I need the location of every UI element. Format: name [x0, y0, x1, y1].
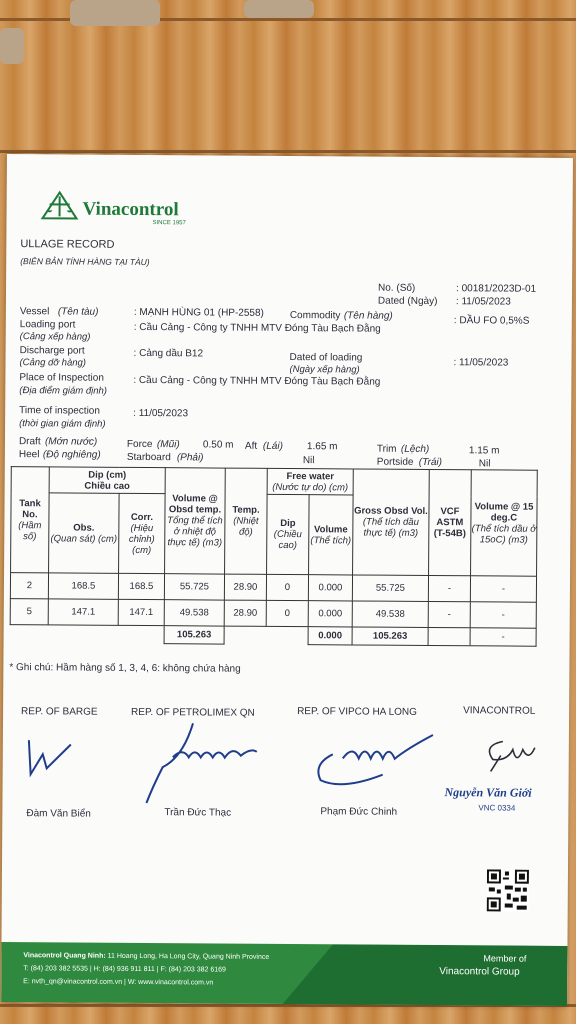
no-label: No. (Số) [378, 282, 416, 294]
header-dip: Dip (cm) Chiều cao [49, 467, 165, 494]
scale-icon [41, 190, 79, 220]
portside-label: Portside [376, 456, 414, 468]
inspection-place-value: : Cầu Cảng - Công ty TNHH MTV Đóng Tàu Bạch Đằng [133, 374, 381, 388]
footer-group: Vinacontrol Group [439, 966, 520, 978]
starboard-label-vi: (Phải) [176, 452, 204, 464]
table-row: 2 168.5 168.5 55.725 28.90 0 0.000 55.725 - - [10, 573, 536, 603]
footer-address-line [23, 952, 269, 961]
inspection-time-label: Time of inspection [19, 405, 100, 417]
discharge-label-vi: (Cảng dỡ hàng) [19, 357, 87, 369]
force-label: Force [126, 438, 153, 451]
qr-code [487, 869, 529, 911]
aft-label: Aft [244, 440, 258, 452]
vinacontrol-logo [40, 190, 186, 227]
vessel-label: Vessel [19, 306, 50, 318]
force-label-vi: (Mũi) [156, 439, 180, 451]
petrolimex-signature [132, 717, 273, 810]
force-value: 0.50 m [202, 439, 234, 451]
inspection-place-label: Place of Inspection [19, 372, 104, 384]
header-free-water: Free water (Nước tự do) (cm) [267, 468, 353, 495]
header-fw-volume: Volume (Thể tích) [309, 495, 354, 575]
footer-email: E: nvth_qn@vinacontrol.com.vn | W: www.vinacontrol.com.vn [23, 978, 214, 987]
plank-seam [0, 150, 576, 153]
footer-office: Vinacontrol Quang Ninh: [23, 952, 106, 960]
vinacontrol-rep-name: Nguyễn Văn Giới [444, 785, 532, 800]
aft-value: 1.65 m [306, 441, 338, 453]
header-gross: Gross Obsd Vol. (Thể tích dầu thực tế) (m3) [353, 469, 430, 576]
document-subtitle: (BIÊN BẢN TÍNH HÀNG TẠI TÀU) [20, 256, 150, 268]
header-volume-obsd: Volume @ Obsd temp. Tổng thể tích ở nhiệt độ thực tế) (m3) [165, 468, 226, 574]
floor-tile [70, 0, 160, 26]
ullage-record-document [1, 154, 573, 1006]
loading-value: : Cầu Cảng - Công ty TNHH MTV Đóng Tàu Bạch Đằng [133, 321, 381, 335]
trim-value: 1.15 m [468, 445, 500, 457]
trim-label: Trim [376, 443, 397, 455]
starboard-value: Nil [302, 455, 315, 467]
header-corr: Corr. (Hiệu chỉnh) (cm) [119, 493, 166, 573]
inspection-time-value: : 11/05/2023 [133, 407, 189, 420]
commodity-label-vi: (Tên hàng) [343, 310, 393, 322]
header-fw-dip: Dip (Chiều cao) [267, 494, 310, 574]
logo-text: Vinacontrol [82, 198, 179, 221]
trim-label-vi: (Lệch) [400, 443, 430, 455]
vessel-label-vi: (Tên tàu) [57, 306, 99, 318]
loading-label: Loading port [19, 319, 76, 331]
document-title: ULLAGE RECORD [20, 238, 115, 251]
inspection-place-label-vi: (Địa điểm giám định) [19, 385, 108, 397]
ullage-table [10, 466, 538, 647]
commodity-label: Commodity [289, 310, 341, 322]
footer-member-of: Member of [483, 953, 527, 964]
commodity-value: : DẦU FO 0,5%S [453, 315, 530, 327]
note: * Ghi chú: Hầm hàng số 1, 3, 4, 6: không chứa hàng [9, 662, 241, 675]
vipco-signature [303, 724, 443, 795]
aft-label-vi: (Lái) [262, 440, 283, 452]
barge-signature [21, 734, 81, 784]
header-vcf: VCF ASTM (T-54B) [429, 469, 472, 575]
footer-phones: T: (84) 203 382 5535 | H: (84) 936 911 811 | F: (84) 203 382 6169 [23, 965, 226, 974]
vinacontrol-rep-label: VINACONTROL [463, 705, 536, 717]
discharge-label: Discharge port [19, 345, 85, 357]
inspection-time-label-vi: (thời gian giám định) [19, 418, 106, 430]
dated-label: Dated (Ngày) [377, 295, 438, 308]
petrolimex-rep-label: REP. OF PETROLIMEX QN [131, 706, 255, 719]
header-tank: Tank No. (Hầm số) [11, 467, 50, 573]
footer-address: 11 Hoang Long, Ha Long City, Quang Ninh Province [107, 952, 270, 961]
vipco-rep-label: REP. OF VIPCO HA LONG [297, 706, 417, 718]
portside-value: Nil [478, 458, 491, 470]
date-loading-value: : 11/05/2023 [453, 357, 509, 369]
draft-label: Draft [18, 436, 41, 448]
header-temp: Temp. (Nhiệt độ) [225, 468, 268, 574]
floor-tile [244, 0, 314, 18]
barge-rep-label: REP. OF BARGE [21, 706, 98, 718]
petrolimex-rep-name: Trần Đức Thạc [164, 807, 232, 819]
vinacontrol-signature [473, 731, 543, 781]
floor-tile [0, 28, 24, 64]
loading-label-vi: (Cảng xếp hàng) [19, 331, 91, 343]
heel-label: Heel [18, 449, 40, 461]
date-loading-label: Dated of loading [289, 352, 363, 364]
logo-since: SINCE 1957 [152, 220, 186, 227]
no-value: : 00181/2023D-01 [455, 283, 537, 295]
table-row: 5 147.1 147.1 49.538 28.90 0 0.000 49.538 - - [10, 599, 536, 629]
dated-value: : 11/05/2023 [455, 296, 511, 308]
barge-rep-name: Đàm Văn Biển [26, 808, 91, 820]
heel-label-vi: (Độ nghiêng) [42, 449, 101, 461]
portside-label-vi: (Trái) [418, 456, 443, 469]
date-loading-label-vi: (Ngày xếp hàng) [289, 364, 360, 376]
discharge-value: : Cảng dầu B12 [133, 347, 204, 360]
header-obs: Obs. (Quan sát) (cm) [49, 493, 120, 573]
vipco-rep-name: Phạm Đức Chinh [320, 806, 398, 818]
vessel-value: : MẠNH HÙNG 01 (HP-2558) [133, 306, 264, 319]
header-volume-15: Volume @ 15 deg.C (Thể tích dầu ở 15oC) (m3) [471, 470, 538, 576]
starboard-label: Starboard [126, 451, 171, 464]
total-row: 105.263 0.000 105.263 - [10, 625, 536, 647]
vinacontrol-rep-code: VNC 0334 [478, 803, 516, 813]
footer-bar [1, 942, 567, 1006]
draft-label-vi: (Mớn nước) [44, 436, 98, 448]
